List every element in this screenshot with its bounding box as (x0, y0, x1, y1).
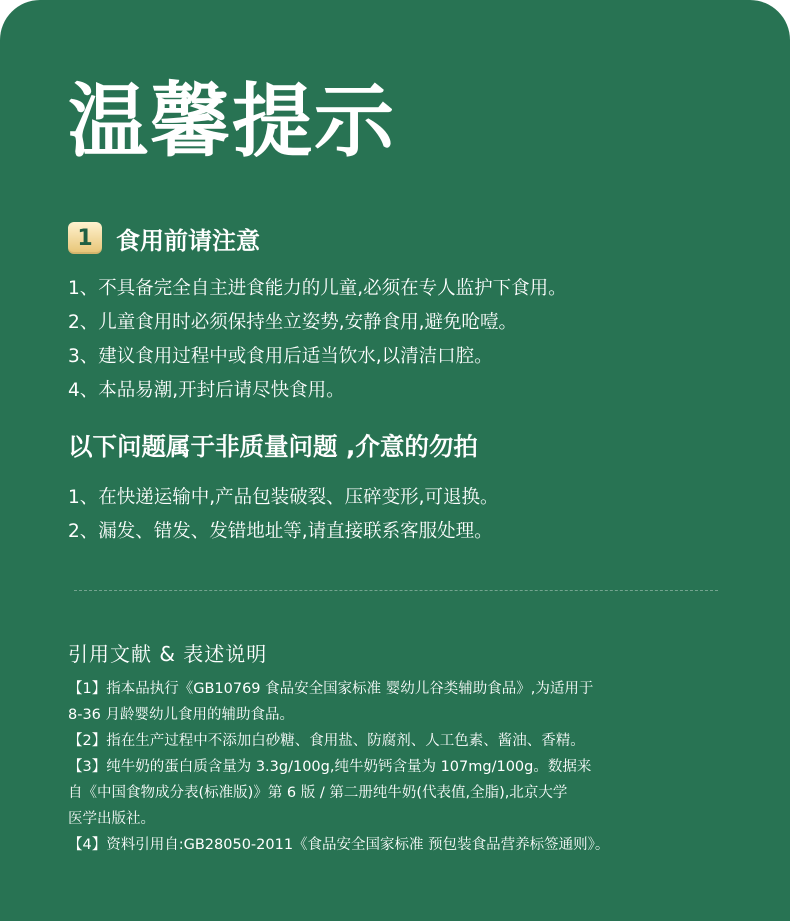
reference-line: 【2】指在生产过程中不添加白砂糖、食用盐、防腐剂、人工色素、酱油、香精。 (68, 733, 585, 749)
reference-line: 【3】纯牛奶的蛋白质含量为 3.3g/100g,纯牛奶钙含量为 107mg/100g。数据来 (68, 759, 592, 775)
page-title: 温馨提示 (68, 75, 396, 168)
section2-title: 以下问题属于非质量问题 ,介意的勿拍 (68, 432, 478, 461)
reference-line: 【4】资料引用自:GB28050-2011《食品安全国家标准 预包装食品营养标签通则》。 (68, 837, 610, 853)
references-list (68, 676, 609, 858)
list-item: 1、在快递运输中,产品包装破裂、压碎变形,可退换。 (68, 487, 499, 508)
list-item: 3、建议食用过程中或食用后适当饮水,以清洁口腔。 (68, 346, 493, 367)
section-number-badge: 1 (68, 222, 102, 254)
dashed-divider (74, 590, 718, 591)
reference-line: 8-36 月龄婴幼儿食用的辅助食品。 (68, 707, 295, 723)
list-item: 2、儿童食用时必须保持坐立姿势,安静食用,避免呛噎。 (68, 312, 518, 333)
list-item: 4、本品易潮,开封后请尽快食用。 (68, 380, 345, 401)
non-quality-issues-list (68, 481, 499, 549)
section1-title: 食用前请注意 (116, 226, 260, 255)
reference-line: 自《中国食物成分表(标准版)》第 6 版 / 第二册纯牛奶(代表值,全脂),北京大学 (68, 785, 568, 801)
section1-header (68, 222, 260, 254)
precautions-list (68, 272, 567, 408)
list-item: 2、漏发、错发、发错地址等,请直接联系客服处理。 (68, 521, 493, 542)
references-title: 引用文献 & 表述说明 (68, 642, 268, 666)
reference-line: 医学出版社。 (68, 811, 155, 827)
reference-line: 【1】指本品执行《GB10769 食品安全国家标准 婴幼儿谷类辅助食品》,为适用于 (68, 681, 594, 697)
list-item: 1、不具备完全自主进食能力的儿童,必须在专人监护下食用。 (68, 278, 567, 299)
